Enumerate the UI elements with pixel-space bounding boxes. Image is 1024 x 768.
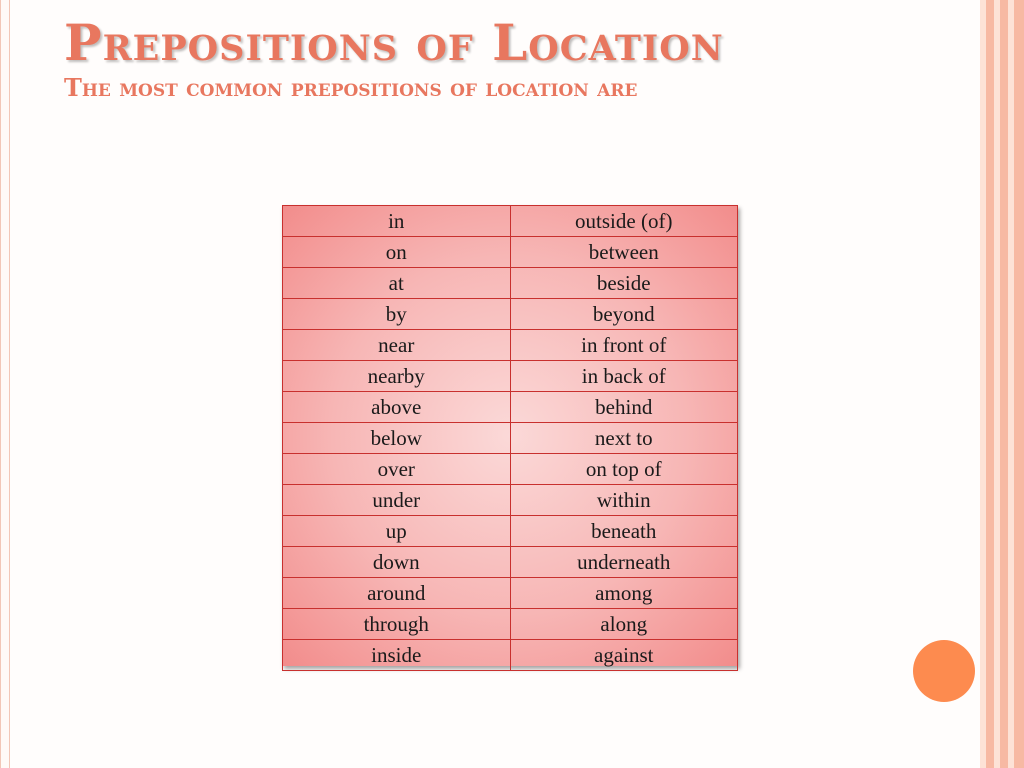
preposition-cell-left: through — [283, 609, 511, 640]
preposition-cell-right: in back of — [510, 361, 738, 392]
stripe — [1000, 0, 1008, 768]
preposition-cell-left: around — [283, 578, 511, 609]
table-row — [283, 485, 738, 516]
preposition-cell-left: at — [283, 268, 511, 299]
table-row — [283, 237, 738, 268]
preposition-cell-right: along — [510, 609, 738, 640]
table-row — [283, 268, 738, 299]
table-row — [283, 578, 738, 609]
prepositions-table-container — [282, 205, 738, 666]
preposition-cell-left: nearby — [283, 361, 511, 392]
preposition-cell-left: up — [283, 516, 511, 547]
table-row — [283, 609, 738, 640]
table-row — [283, 547, 738, 578]
preposition-cell-left: in — [283, 206, 511, 237]
preposition-cell-left: near — [283, 330, 511, 361]
preposition-cell-right: against — [510, 640, 738, 671]
preposition-cell-right: underneath — [510, 547, 738, 578]
table-row — [283, 392, 738, 423]
preposition-cell-left: inside — [283, 640, 511, 671]
table-row — [283, 423, 738, 454]
preposition-cell-right: beyond — [510, 299, 738, 330]
preposition-cell-right: beside — [510, 268, 738, 299]
right-stripe-decoration — [980, 0, 1024, 768]
preposition-cell-right: between — [510, 237, 738, 268]
left-border-decoration — [0, 0, 10, 768]
table-row — [283, 516, 738, 547]
slide-title: Prepositions of Location — [64, 13, 724, 72]
preposition-cell-right: beneath — [510, 516, 738, 547]
preposition-cell-left: down — [283, 547, 511, 578]
preposition-cell-left: under — [283, 485, 511, 516]
preposition-cell-right: outside (of) — [510, 206, 738, 237]
title-area — [64, 14, 964, 102]
orange-circle-decoration — [913, 640, 975, 702]
table-row — [283, 361, 738, 392]
preposition-cell-left: by — [283, 299, 511, 330]
table-row — [283, 330, 738, 361]
table-row — [283, 640, 738, 671]
preposition-cell-right: among — [510, 578, 738, 609]
preposition-cell-right: behind — [510, 392, 738, 423]
table-row — [283, 299, 738, 330]
preposition-cell-right: next to — [510, 423, 738, 454]
table-row — [283, 206, 738, 237]
stripe — [1014, 0, 1024, 768]
stripe — [986, 0, 994, 768]
preposition-cell-left: below — [283, 423, 511, 454]
preposition-cell-right: in front of — [510, 330, 738, 361]
preposition-cell-left: above — [283, 392, 511, 423]
preposition-cell-left: on — [283, 237, 511, 268]
table-row — [283, 454, 738, 485]
preposition-cell-left: over — [283, 454, 511, 485]
preposition-cell-right: within — [510, 485, 738, 516]
prepositions-table — [282, 205, 738, 671]
preposition-cell-right: on top of — [510, 454, 738, 485]
slide-subtitle: The most common prepositions of location are — [64, 73, 638, 102]
